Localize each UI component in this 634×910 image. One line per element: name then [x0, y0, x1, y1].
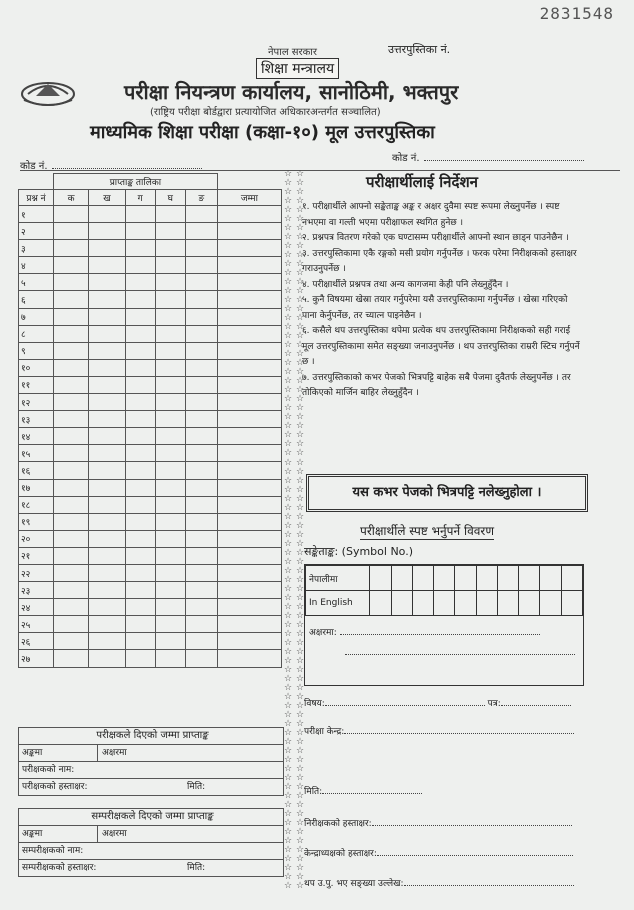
marks-cell[interactable]	[125, 547, 155, 564]
question-number: ७	[19, 308, 54, 325]
examiner-signature-field[interactable]: परीक्षकको हस्ताक्षर: मिति:	[22, 782, 206, 792]
question-number: ६	[19, 291, 54, 308]
marks-cell[interactable]	[125, 206, 155, 223]
question-number: २२	[19, 564, 54, 581]
marks-cell[interactable]	[54, 206, 89, 223]
question-number: ५	[19, 274, 54, 291]
question-number: २६	[19, 633, 54, 650]
marks-cell[interactable]	[125, 599, 155, 616]
marks-cell[interactable]	[125, 394, 155, 411]
marks-cell[interactable]	[217, 633, 281, 650]
marks-cell[interactable]	[155, 616, 186, 633]
marks-table	[18, 173, 282, 668]
symbol-nepali-row[interactable]: नेपालीमा	[306, 566, 583, 591]
marks-row	[19, 308, 282, 325]
star-border-right: ☆ ☆ ☆ ☆ ☆ ☆ ☆ ☆ ☆ ☆ ☆ ☆ ☆ ☆ ☆ ☆ ☆ ☆ ☆ ☆ ☆ ☆ ☆ ☆ ☆ ☆ ☆ ☆ ☆ ☆ ☆ ☆ ☆ ☆ ☆ ☆ ☆ ☆ ☆ ☆ ☆ ☆ ☆ ☆ ☆ ☆ ☆ ☆ ☆ ☆ ☆ ☆ ☆ ☆ ☆ ☆ ☆ ☆ ☆ ☆ ☆ ☆ ☆ ☆ ☆ ☆ ☆ ☆ ☆ ☆ ☆ ☆ ☆ ☆ ☆ ☆ ☆ ☆ ☆ ☆	[296, 170, 305, 892]
marks-cell[interactable]	[217, 223, 281, 240]
marks-cell[interactable]	[89, 582, 126, 599]
marks-cell[interactable]	[217, 206, 281, 223]
nepal-emblem-icon	[18, 76, 78, 108]
marks-cell[interactable]	[155, 342, 186, 359]
marks-cell[interactable]	[217, 445, 281, 462]
instruction-item: ४. परीक्षार्थीले प्रश्नपत्र तथा अन्य कागजमा केही पनि लेख्नुहुँदैन ।	[302, 279, 509, 290]
symbol-number-label: सङ्केताङ्क: (Symbol No.)	[304, 545, 414, 558]
marks-cell[interactable]	[54, 240, 89, 257]
govt-label: नेपाल सरकार	[268, 47, 317, 58]
question-number: १७	[19, 479, 54, 496]
marks-cell[interactable]	[155, 564, 186, 581]
reviewer-box	[18, 808, 284, 877]
marks-row	[19, 274, 282, 291]
question-number: २७	[19, 650, 54, 667]
marks-cell[interactable]	[217, 274, 281, 291]
marks-cell[interactable]	[155, 411, 186, 428]
marks-row	[19, 462, 282, 479]
marks-row	[19, 411, 282, 428]
marks-row	[19, 547, 282, 564]
question-number: १४	[19, 428, 54, 445]
marks-cell[interactable]	[186, 582, 218, 599]
marks-cell[interactable]	[186, 445, 218, 462]
marks-column-header: ग	[125, 190, 155, 206]
marks-cell[interactable]	[186, 462, 218, 479]
examiner-title: परीक्षकले दिएको जम्मा प्राप्ताङ्क	[19, 728, 283, 745]
marks-row	[19, 513, 282, 530]
marks-cell[interactable]	[155, 291, 186, 308]
marks-cell[interactable]	[155, 428, 186, 445]
marks-cell[interactable]	[186, 359, 218, 376]
symbol-english-row[interactable]: In English	[306, 591, 583, 616]
symbol-number-grid	[305, 565, 583, 616]
extra-sheets-field[interactable]: थप उ.पु. भए सङ्ख्या उल्लेख:	[304, 876, 574, 889]
marks-cell[interactable]	[54, 599, 89, 616]
instruction-item: ३. उत्तरपुस्तिकामा एकै रङ्गको मसी प्रयोग गर्नुपर्नेछ । फरक परेमा निरीक्षकको हस्ताक्षर गराउनुपर्नेछ ।	[302, 248, 577, 274]
marks-row	[19, 257, 282, 274]
marks-cell[interactable]	[89, 291, 126, 308]
marks-cell[interactable]	[125, 291, 155, 308]
marks-cell[interactable]	[186, 616, 218, 633]
marks-cell[interactable]	[125, 342, 155, 359]
marks-cell[interactable]	[186, 308, 218, 325]
answer-book-number-label: उत्तरपुस्तिका नं.	[388, 43, 451, 56]
marks-cell[interactable]	[186, 223, 218, 240]
marks-cell[interactable]	[186, 257, 218, 274]
examiner-box	[18, 727, 284, 796]
marks-row	[19, 359, 282, 376]
question-number: २३	[19, 582, 54, 599]
marks-cell[interactable]	[217, 428, 281, 445]
marks-cell[interactable]	[186, 599, 218, 616]
marks-cell[interactable]	[89, 411, 126, 428]
marks-cell[interactable]	[217, 616, 281, 633]
question-number: १५	[19, 445, 54, 462]
marks-column-header: जम्मा	[217, 190, 281, 206]
office-name: परीक्षा नियन्त्रण कार्यालय, सानोठिमी, भक्तपुर	[124, 80, 459, 104]
question-number: २	[19, 223, 54, 240]
marks-cell[interactable]	[217, 257, 281, 274]
marks-cell[interactable]	[186, 496, 218, 513]
marks-cell[interactable]	[89, 394, 126, 411]
marks-cell[interactable]	[155, 496, 186, 513]
marks-cell[interactable]	[89, 257, 126, 274]
exam-center-field[interactable]: परीक्षा केन्द्र:	[304, 724, 574, 737]
marks-cell[interactable]	[89, 513, 126, 530]
marks-cell[interactable]	[89, 325, 126, 342]
marks-cell[interactable]	[155, 206, 186, 223]
marks-cell[interactable]	[186, 564, 218, 581]
marks-cell[interactable]	[54, 274, 89, 291]
marks-cell[interactable]	[155, 513, 186, 530]
marks-cell[interactable]	[54, 257, 89, 274]
marks-cell[interactable]	[89, 359, 126, 376]
page-title: माध्यमिक शिक्षा परीक्षा (कक्षा-१०) मूल उत्तरपुस्तिका	[90, 122, 435, 143]
marks-cell[interactable]	[217, 359, 281, 376]
marks-cell[interactable]	[125, 359, 155, 376]
marks-cell[interactable]	[54, 291, 89, 308]
marks-cell[interactable]	[186, 411, 218, 428]
instructions-list	[302, 200, 584, 402]
center-chief-signature-field[interactable]: केन्द्राध्यक्षको हस्ताक्षर:	[304, 846, 573, 859]
marks-cell[interactable]	[89, 206, 126, 223]
marks-cell[interactable]	[186, 650, 218, 667]
marks-cell[interactable]	[125, 650, 155, 667]
marks-cell[interactable]	[125, 479, 155, 496]
marks-cell[interactable]	[217, 342, 281, 359]
marks-row	[19, 291, 282, 308]
marks-cell[interactable]	[125, 223, 155, 240]
marks-cell[interactable]	[155, 479, 186, 496]
marks-cell[interactable]	[186, 479, 218, 496]
marks-cell[interactable]	[217, 240, 281, 257]
marks-cell[interactable]	[155, 223, 186, 240]
marks-table-caption: प्राप्ताङ्क तालिका	[54, 174, 218, 190]
marks-column-header: ख	[89, 190, 126, 206]
marks-cell[interactable]	[125, 633, 155, 650]
question-number: १२	[19, 394, 54, 411]
marks-cell[interactable]	[217, 564, 281, 581]
reviewer-marks-row[interactable]: अङ्कमा अक्षरमा	[19, 826, 283, 843]
marks-cell[interactable]	[54, 582, 89, 599]
marks-cell[interactable]	[155, 359, 186, 376]
marks-cell[interactable]	[217, 308, 281, 325]
ministry-label: शिक्षा मन्त्रालय	[256, 58, 339, 79]
marks-cell[interactable]	[54, 496, 89, 513]
marks-cell[interactable]	[155, 240, 186, 257]
question-number: १०	[19, 359, 54, 376]
marks-row	[19, 496, 282, 513]
marks-cell[interactable]	[186, 274, 218, 291]
examiner-name-field[interactable]: परीक्षकको नाम:	[19, 762, 283, 779]
marks-cell[interactable]	[89, 496, 126, 513]
instruction-item: १. परीक्षार्थीले आफ्नो सङ्केताङ्क अङ्क र अक्षर दुवैमा स्पष्ट रूपमा लेख्नुपर्नेछ । स्पष्ट नभएमा वा गल्ती भएमा परीक्षाफल स्थगित हुनेछ ।	[302, 202, 560, 228]
marks-row	[19, 428, 282, 445]
marks-cell[interactable]	[155, 633, 186, 650]
marks-cell[interactable]	[217, 479, 281, 496]
marks-cell[interactable]	[186, 206, 218, 223]
marks-cell[interactable]	[125, 411, 155, 428]
instruction-item: ५. कुनै विषयमा खेस्रा तयार गर्नुपरेमा यसै उत्तरपुस्तिकामा गर्नुपर्नेछ । खेस्रा गरिएको पाना केर्नुपर्नेछ, तर च्यात्न पाइनेछैन ।	[302, 295, 568, 321]
marks-cell[interactable]	[54, 308, 89, 325]
question-number: १९	[19, 513, 54, 530]
marks-cell[interactable]	[125, 496, 155, 513]
marks-cell[interactable]	[89, 342, 126, 359]
reviewer-name-field[interactable]: सम्परीक्षकको नाम:	[19, 843, 283, 860]
marks-cell[interactable]	[155, 582, 186, 599]
question-number: ११	[19, 376, 54, 393]
marks-cell[interactable]	[125, 376, 155, 393]
marks-cell[interactable]	[186, 394, 218, 411]
question-number: २०	[19, 530, 54, 547]
question-number: ३	[19, 240, 54, 257]
symbol-words-field[interactable]: अक्षरमा:	[309, 625, 575, 658]
question-number: १६	[19, 462, 54, 479]
marks-cell[interactable]	[54, 428, 89, 445]
header-divider	[20, 170, 620, 171]
marks-cell[interactable]	[155, 376, 186, 393]
marks-cell[interactable]	[89, 616, 126, 633]
marks-cell[interactable]	[217, 411, 281, 428]
marks-cell[interactable]	[155, 445, 186, 462]
marks-cell[interactable]	[89, 428, 126, 445]
marks-cell[interactable]	[89, 462, 126, 479]
marks-cell[interactable]	[155, 274, 186, 291]
marks-cell[interactable]	[54, 394, 89, 411]
candidate-details-title: परीक्षार्थीले स्पष्ट भर्नुपर्ने विवरण	[360, 524, 495, 538]
marks-cell[interactable]	[217, 291, 281, 308]
question-number: २१	[19, 547, 54, 564]
marks-cell[interactable]	[54, 325, 89, 342]
marks-cell[interactable]	[125, 445, 155, 462]
marks-cell[interactable]	[217, 462, 281, 479]
marks-cell[interactable]	[186, 342, 218, 359]
marks-cell[interactable]	[89, 223, 126, 240]
marks-cell[interactable]	[186, 633, 218, 650]
star-border-left: ☆ ☆ ☆ ☆ ☆ ☆ ☆ ☆ ☆ ☆ ☆ ☆ ☆ ☆ ☆ ☆ ☆ ☆ ☆ ☆ ☆ ☆ ☆ ☆ ☆ ☆ ☆ ☆ ☆ ☆ ☆ ☆ ☆ ☆ ☆ ☆ ☆ ☆ ☆ ☆ ☆ ☆ ☆ ☆ ☆ ☆ ☆ ☆ ☆ ☆ ☆ ☆ ☆ ☆ ☆ ☆ ☆ ☆ ☆ ☆ ☆ ☆ ☆ ☆ ☆ ☆ ☆ ☆ ☆ ☆ ☆ ☆ ☆ ☆ ☆ ☆ ☆ ☆ ☆ ☆	[284, 170, 293, 892]
question-number: १	[19, 206, 54, 223]
question-number: ८	[19, 325, 54, 342]
marks-cell[interactable]	[155, 650, 186, 667]
marks-row	[19, 650, 282, 667]
marks-cell[interactable]	[54, 616, 89, 633]
marks-row	[19, 582, 282, 599]
question-number: ९	[19, 342, 54, 359]
marks-column-header: प्रश्न नं	[19, 190, 54, 206]
marks-cell[interactable]	[89, 240, 126, 257]
marks-cell[interactable]	[186, 240, 218, 257]
marks-cell[interactable]	[186, 291, 218, 308]
marks-cell[interactable]	[89, 479, 126, 496]
marks-cell[interactable]	[155, 325, 186, 342]
instruction-item: २. प्रश्नपत्र वितरण गरेको एक घण्टासम्म परीक्षार्थीले आफ्नो स्थान छाड्न पाउनेछैन ।	[302, 233, 569, 243]
marks-cell[interactable]	[217, 376, 281, 393]
marks-cell[interactable]	[217, 530, 281, 547]
marks-cell[interactable]	[217, 582, 281, 599]
marks-cell[interactable]	[155, 394, 186, 411]
marks-cell[interactable]	[186, 547, 218, 564]
marks-cell[interactable]	[217, 394, 281, 411]
marks-row	[19, 376, 282, 393]
marks-cell[interactable]	[155, 308, 186, 325]
marks-row	[19, 394, 282, 411]
question-number: ४	[19, 257, 54, 274]
marks-cell[interactable]	[89, 547, 126, 564]
marks-cell[interactable]	[54, 633, 89, 650]
marks-row	[19, 223, 282, 240]
marks-cell[interactable]	[54, 376, 89, 393]
marks-cell[interactable]	[54, 547, 89, 564]
subject-field[interactable]: विषय: पत्र:	[304, 696, 571, 709]
marks-cell[interactable]	[155, 462, 186, 479]
examiner-marks-row[interactable]: अङ्कमा अक्षरमा	[19, 745, 283, 762]
code-left-field[interactable]: कोड नं.	[20, 158, 202, 172]
marks-cell[interactable]	[125, 428, 155, 445]
marks-cell[interactable]	[217, 513, 281, 530]
marks-column-header: ङ	[186, 190, 218, 206]
marks-cell[interactable]	[54, 411, 89, 428]
marks-cell[interactable]	[89, 564, 126, 581]
marks-cell[interactable]	[125, 564, 155, 581]
marks-cell[interactable]	[217, 599, 281, 616]
question-number: २५	[19, 616, 54, 633]
marks-cell[interactable]	[186, 325, 218, 342]
marks-row	[19, 206, 282, 223]
marks-cell[interactable]	[125, 513, 155, 530]
reviewer-title: सम्परीक्षकले दिएको जम्मा प्राप्ताङ्क	[19, 809, 283, 826]
marks-cell[interactable]	[217, 496, 281, 513]
instruction-item: ६. कसैले थप उत्तरपुस्तिका थपेमा प्रत्येक थप उत्तरपुस्तिकामा निरीक्षकको सही गराई मूल उत्तरपुस्तिकामा समेत सङ्ख्या जनाउनुपर्नेछ । थप उत्तरपुस्तिका राम्ररी स्टिच गर्नुपर्ने छ ।	[302, 326, 580, 367]
marks-cell[interactable]	[89, 530, 126, 547]
marks-row	[19, 325, 282, 342]
instructions-title: परीक्षार्थीलाई निर्देशन	[366, 173, 478, 191]
marks-cell[interactable]	[186, 530, 218, 547]
marks-row	[19, 240, 282, 257]
marks-cell[interactable]	[89, 445, 126, 462]
serial-number: 2831548	[539, 4, 614, 23]
symbol-number-box	[304, 564, 584, 686]
marks-cell[interactable]	[54, 479, 89, 496]
marks-cell[interactable]	[217, 650, 281, 667]
marks-cell[interactable]	[54, 462, 89, 479]
marks-cell[interactable]	[155, 257, 186, 274]
marks-row	[19, 564, 282, 581]
marks-cell[interactable]	[125, 582, 155, 599]
marks-cell[interactable]	[125, 240, 155, 257]
marks-row	[19, 342, 282, 359]
marks-cell[interactable]	[125, 616, 155, 633]
marks-cell[interactable]	[54, 650, 89, 667]
marks-cell[interactable]	[54, 445, 89, 462]
marks-row	[19, 633, 282, 650]
marks-cell[interactable]	[125, 274, 155, 291]
date-field[interactable]: मिति:	[304, 784, 422, 797]
marks-cell[interactable]	[54, 564, 89, 581]
marks-row	[19, 445, 282, 462]
marks-cell[interactable]	[89, 308, 126, 325]
marks-row	[19, 616, 282, 633]
marks-cell[interactable]	[155, 547, 186, 564]
marks-cell[interactable]	[186, 513, 218, 530]
marks-cell[interactable]	[89, 274, 126, 291]
marks-column-header: घ	[155, 190, 186, 206]
reviewer-signature-field[interactable]: सम्परीक्षकको हस्ताक्षर: मिति:	[22, 863, 206, 873]
marks-cell[interactable]	[125, 462, 155, 479]
marks-cell[interactable]	[125, 308, 155, 325]
marks-cell[interactable]	[89, 376, 126, 393]
marks-cell[interactable]	[155, 599, 186, 616]
marks-cell[interactable]	[54, 342, 89, 359]
marks-cell[interactable]	[54, 223, 89, 240]
marks-column-header: क	[54, 190, 89, 206]
marks-cell[interactable]	[125, 257, 155, 274]
marks-cell[interactable]	[217, 547, 281, 564]
marks-cell[interactable]	[89, 650, 126, 667]
code-right-field[interactable]: कोड नं.	[392, 150, 584, 164]
marks-cell[interactable]	[125, 530, 155, 547]
marks-row	[19, 530, 282, 547]
question-number: १३	[19, 411, 54, 428]
marks-cell[interactable]	[186, 376, 218, 393]
marks-cell[interactable]	[125, 325, 155, 342]
marks-cell[interactable]	[217, 325, 281, 342]
question-number: १८	[19, 496, 54, 513]
marks-cell[interactable]	[54, 359, 89, 376]
cover-notice: यस कभर पेजको भित्रपट्टि नलेख्नुहोला ।	[306, 474, 588, 512]
invigilator-signature-field[interactable]: निरीक्षकको हस्ताक्षर:	[304, 816, 572, 829]
marks-cell[interactable]	[155, 530, 186, 547]
marks-row	[19, 599, 282, 616]
question-number: २४	[19, 599, 54, 616]
marks-cell[interactable]	[54, 513, 89, 530]
marks-cell[interactable]	[54, 530, 89, 547]
marks-cell[interactable]	[186, 428, 218, 445]
marks-cell[interactable]	[89, 599, 126, 616]
instruction-item: ७. उत्तरपुस्तिकाको कभर पेजको भित्रपट्टि बाहेक सबै पेजमा दुवैतर्फ लेख्नुपर्नेछ । तर तोकिएको मार्जिन बाहिर लेख्नुहुँदैन ।	[302, 372, 571, 398]
office-subtitle: (राष्ट्रिय परीक्षा बोर्डद्वारा प्रत्यायोजित अधिकारअन्तर्गत सञ्चालित)	[150, 107, 381, 118]
marks-row	[19, 479, 282, 496]
marks-cell[interactable]	[89, 633, 126, 650]
